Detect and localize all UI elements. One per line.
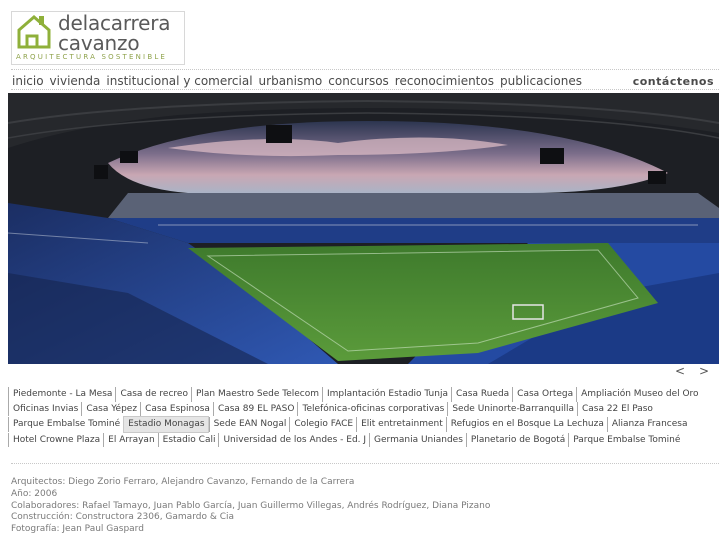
project-link[interactable]: Parque Embalse Tominé xyxy=(8,417,123,432)
project-link[interactable]: Casa de recreo xyxy=(115,387,191,402)
project-link[interactable]: Refugios en el Bosque La Lechuza xyxy=(446,417,607,432)
project-row xyxy=(8,402,720,417)
project-link[interactable]: Casa Rueda xyxy=(451,387,512,402)
project-link[interactable]: Parque Embalse Tominé xyxy=(568,433,683,448)
project-link[interactable]: Casa 22 El Paso xyxy=(577,402,656,417)
hero-photo xyxy=(8,93,719,364)
logo-text-line1: delacarrera xyxy=(58,11,171,35)
project-link[interactable]: Hotel Crowne Plaza xyxy=(8,433,103,448)
project-link[interactable]: Casa Ortega xyxy=(512,387,576,402)
credits-collaborators: Colaboradores: Rafael Tamayo, Juan Pablo García, Juan Guillermo Villegas, Andrés Rodríguez, Diana Pizano xyxy=(11,500,491,511)
project-link[interactable]: Elit entretainment xyxy=(356,417,446,432)
project-link[interactable]: Universidad de los Andes - Ed. J xyxy=(218,433,369,448)
nav-item-institucional[interactable]: institucional y comercial xyxy=(106,74,253,88)
main-nav xyxy=(12,73,588,89)
project-link[interactable]: Piedemonte - La Mesa xyxy=(8,387,115,402)
footer-divider xyxy=(11,463,719,464)
house-logo-icon xyxy=(15,13,53,51)
project-link[interactable]: Alianza Francesa xyxy=(607,417,691,432)
nav-item-vivienda[interactable]: vivienda xyxy=(49,74,101,88)
site-logo[interactable] xyxy=(11,11,185,65)
project-link[interactable]: Estadio Cali xyxy=(158,433,219,448)
nav-item-concursos[interactable]: concursos xyxy=(328,74,389,88)
header-divider xyxy=(11,69,719,70)
nav-item-urbanismo[interactable]: urbanismo xyxy=(258,74,323,88)
project-row xyxy=(8,416,720,433)
logo-tagline: ARQUITECTURA SOSTENIBLE xyxy=(16,53,168,61)
project-list xyxy=(8,387,720,447)
nav-item-inicio[interactable]: inicio xyxy=(12,74,44,88)
project-link[interactable]: Sede EAN Nogal xyxy=(209,417,290,432)
project-link[interactable]: Casa Yépez xyxy=(81,402,140,417)
prev-arrow-icon[interactable]: < xyxy=(675,364,686,378)
credits-construction: Construcción: Constructora 2306, Gamardo & Cia xyxy=(11,512,234,523)
project-link[interactable]: El Arrayan xyxy=(103,433,158,448)
project-link[interactable]: Casa Espinosa xyxy=(140,402,213,417)
project-credits xyxy=(11,477,490,536)
credits-year: Año: 2006 xyxy=(11,488,58,499)
project-link[interactable]: Implantación Estadio Tunja xyxy=(322,387,451,402)
nav-divider xyxy=(11,89,719,90)
project-link[interactable]: Sede Uninorte-Barranquilla xyxy=(447,402,577,417)
project-link[interactable]: Germania Uniandes xyxy=(369,433,466,448)
stadium-image xyxy=(8,93,719,364)
project-link[interactable]: Plan Maestro Sede Telecom xyxy=(191,387,322,402)
nav-item-publicaciones[interactable]: publicaciones xyxy=(499,74,582,88)
nav-item-reconocimientos[interactable]: reconocimientos xyxy=(394,74,494,88)
nav-item-contactenos[interactable]: contáctenos xyxy=(632,75,714,88)
project-link[interactable]: Casa 89 EL PASO xyxy=(213,402,298,417)
credits-photography: Fotografía: Jean Paul Gaspard xyxy=(11,524,144,535)
project-link[interactable]: Telefónica-oficinas corporativas xyxy=(297,402,447,417)
project-row xyxy=(8,433,720,448)
project-row xyxy=(8,387,720,402)
credits-architects: Arquitectos: Diego Zorio Ferraro, Alejandro Cavanzo, Fernando de la Carrera xyxy=(11,477,355,487)
project-link[interactable]: Planetario de Bogotá xyxy=(466,433,568,448)
project-link-active[interactable]: Estadio Monagas xyxy=(123,416,208,433)
project-link[interactable]: Oficinas Invias xyxy=(8,402,81,417)
next-arrow-icon[interactable]: > xyxy=(698,364,709,378)
gallery-controls xyxy=(665,364,709,378)
project-link[interactable]: Colegio FACE xyxy=(289,417,356,432)
logo-text-line2: cavanzo xyxy=(58,31,140,55)
project-link[interactable]: Ampliación Museo del Oro xyxy=(576,387,701,402)
